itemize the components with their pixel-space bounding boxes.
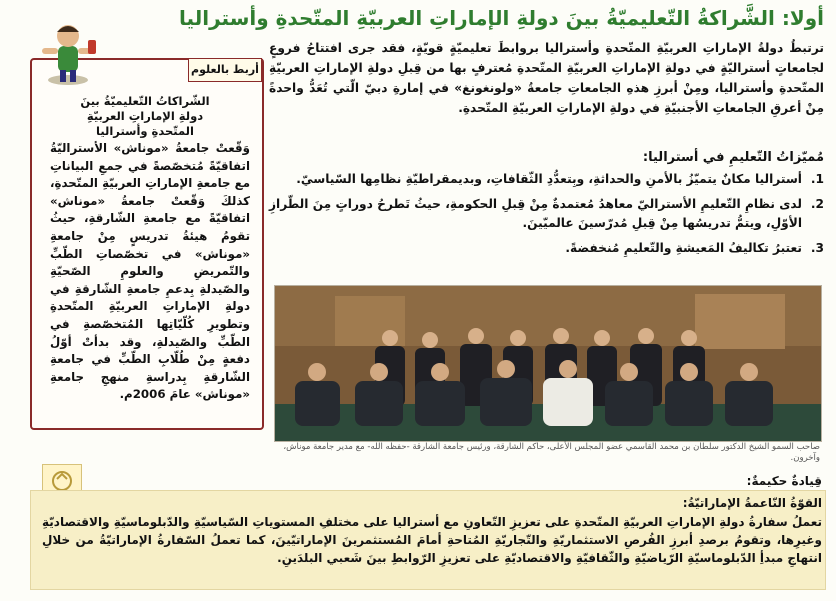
list-item-number: 1.: [810, 172, 824, 186]
list-item: [269, 239, 824, 258]
features-heading: مُميّزاتُ التّعليمِ في أستراليا:: [642, 150, 824, 165]
list-item: [269, 170, 824, 189]
intro-paragraph: ترتبطُ دولةُ الإماراتِ العربيّةِ المتّحدةِ وأستراليا بروابطَ تعليميّةٍ قويّةٍ، فقد جرى افتتاحُ فروعٍ لجامعاتٍ أستراليّةٍ في دولةِ الإماراتِ العربيّةِ المتّحدةِ مُعترفٍ بها من قِبلِ دولةِ الإماراتِ العربيّةِ المتّحدةِ وأستراليا، ومِنْ أبرزِ هذهِ الجامعاتِ جامعةُ «ولونغونغ» في إمارةِ دبيّ الّتي تُعَدُّ واحدةً مِنْ أعرقِ الجامعاتِ الأجنبيّةِ في دولةِ الإماراتِ العربيّةِ المتّحدةِ.: [269, 41, 824, 115]
group-photo-illustration: [275, 286, 821, 441]
photo-caption: صاحب السمو الشيخ الدكتور سلطان بن محمد القاسمي عضو المجلس الأعلى، حاكم الشارقة، ورئيس جامعة الشارقة -حفظه الله- مع مدير جامعة موناش، وآخرون.: [283, 442, 820, 463]
section-title: أولا: الشَّراكةُ التّعليميّةُ بينَ دولةِ الإماراتِ العربيّةِ المتّحدةِ وأستراليا: [179, 6, 824, 30]
list-item: [269, 195, 824, 233]
group-photo: [274, 285, 822, 442]
soft-power-title: القوّةُ النّاعمةُ الإماراتيّةُ:: [682, 496, 822, 510]
list-item-text: لدى نظامِ التّعليمِ الأستراليّ معاهدُ مُعتمدةٌ مِنْ قِبلِ الحكومةِ، حيثُ تَطرحُ دوراتٍ مِنَ الطّرازِ الأوّلِ، ويتمُّ تدريسُها مِنْ قِبلِ مُدرّسينَ عالميّينَ.: [269, 197, 802, 230]
list-item-number: 3.: [810, 241, 824, 255]
list-item-text: تعتبرُ تكاليفُ المَعيشةِ والتّعليمِ مُنخفضةً.: [565, 241, 802, 255]
leadership-heading: قِيادةٌ حكيمةٌ:: [746, 474, 822, 488]
soft-power-body: تعملُ سفارةُ دولةِ الإماراتِ العربيّةِ المتّحدةِ على تعزيزِ التّعاونِ مع أستراليا على مختلفِ المستوياتِ السّياسيّةِ والدّبلوماسيّةِ والاقتصاديّةِ وغيرِها، وتقومُ برصدِ أبرزِ الفُرصِ الاستثماريّةِ والتّجاريّةِ المُتاحةِ أمامَ المُستثمرينَ الإماراتيّينَ، كما تعملُ السّفارةُ الإماراتيّةُ من خلالِ انتهاجِ مبدأِ الدّبلوماسيّةِ الرّياضيّةِ والثّقافيّةِ والاقتصاديّةِ على تعزيزِ الرّوابطِ بينَ شَعبي البلدَينِ.: [42, 515, 822, 565]
sidebar-tab-label: أربط بالعلوم: [188, 58, 262, 82]
sidebar-title: الشّراكاتُ التّعليميّةُ بينَ دولةِ الإماراتِ العربيّةِ المتّحدةِ وأستراليا: [80, 94, 210, 138]
sidebar-body-text: وَقّعتْ جامعةُ «موناش» الأستراليّةُ اتفاقيّةً مُتخصّصةً في جمعِ البياناتِ مع جامعةِ الإماراتِ العربيّةِ المتّحدةِ، كذلكَ وَقّعتْ جامعةُ «موناش» اتفاقيّةً مع جامعةِ الشّارقةِ، حيثُ تقومُ هيئةُ تدريسٍ مِنْ جامعةِ «موناش» في تخصّصاتِ الطّبِّ والتّمريضِ والعلومِ الصّحيّةِ والصّيدلةِ بِدعمِ جامعةِ الشّارقةِ في دولةِ الإماراتِ العربيّةِ المتّحدةِ وتطويرِ كُلّيّاتِها المُتخصّصةِ في الطّبِّ والصّيدلةِ، وقد بدأتْ أوّلُ دفعةٍ مِنْ طُلّابِ الطّبِّ في جامعةِ الشّارقةِ بِدراسةِ منهجِ جامعةِ «موناش» عامَ 2006م.: [50, 141, 250, 402]
student-mascot-icon: [36, 18, 100, 88]
features-list: [269, 170, 824, 264]
list-item-text: أستراليا مكانٌ يتميّزُ بالأمنِ والحداثةِ، وبِتعدُّدِ الثّقافاتِ، وبديمقراطيّةِ نظامِها السّياسيّ.: [296, 172, 802, 186]
list-item-number: 2.: [810, 197, 824, 211]
